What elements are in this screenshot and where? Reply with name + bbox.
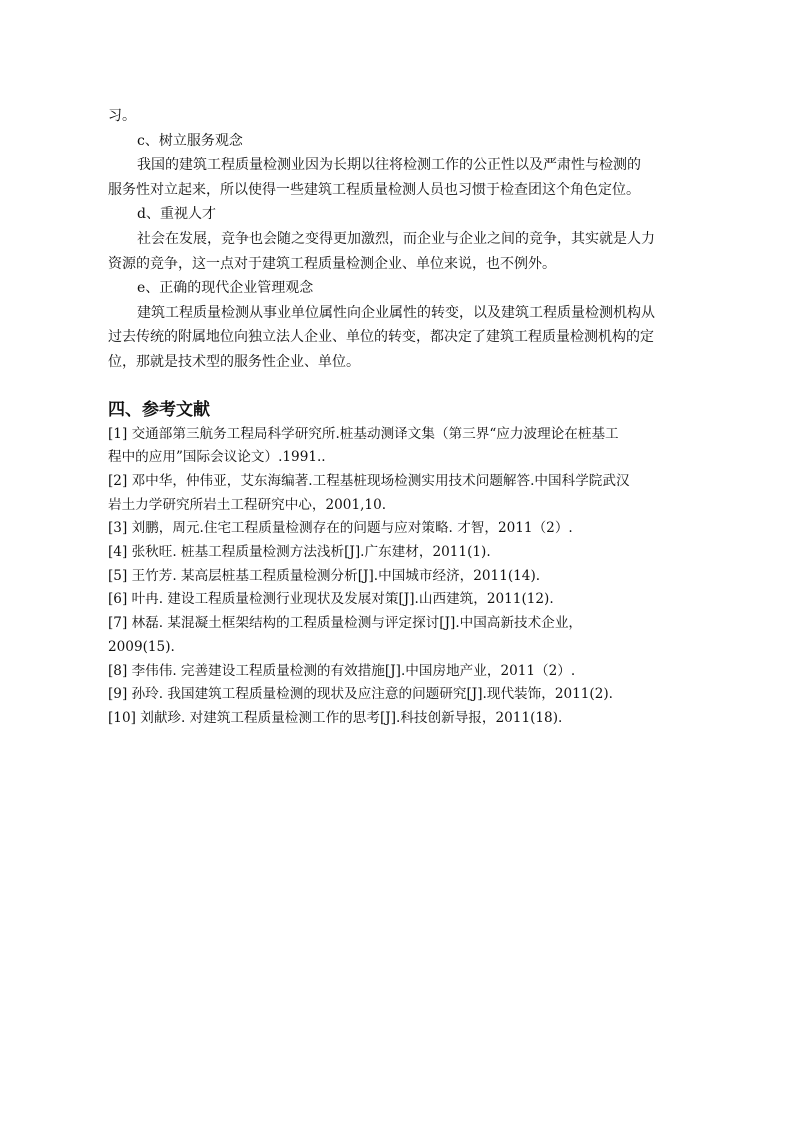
paragraph-d-line-2: 资源的竞争，这一点对于建筑工程质量检测企业、单位来说，也不例外。 bbox=[108, 255, 556, 272]
reference-10: [10] 刘献珍. 对建筑工程质量检测工作的思考[J].科技创新导报，2011(18). bbox=[108, 709, 563, 726]
paragraph-e-line-3: 位，那就是技术型的服务性企业、单位。 bbox=[108, 353, 360, 370]
reference-1-line-1: [1] 交通部第三航务工程局科学研究所.桩基动测译文集（第三界“应力波理论在桩基工 bbox=[108, 425, 619, 442]
reference-9: [9] 孙玲. 我国建筑工程质量检测的现状及应注意的问题研究[J].现代装饰，2011(2). bbox=[108, 686, 613, 703]
subheading-c: c、树立服务观念 bbox=[137, 132, 243, 149]
reference-2-line-2: 岩土力学研究所岩土工程研究中心，2001,10. bbox=[108, 496, 387, 513]
subheading-d: d、重视人才 bbox=[137, 206, 216, 223]
paragraph-e-line-2: 过去传统的附属地位向独立法人企业、单位的转变，都决定了建筑工程质量检测机构的定 bbox=[108, 329, 654, 346]
reference-4: [4] 张秋旺. 桩基工程质量检测方法浅析[J].广东建材，2011(1). bbox=[108, 544, 491, 561]
document-page bbox=[108, 104, 723, 731]
paragraph-c-line-1: 我国的建筑工程质量检测业因为长期以往将检测工作的公正性以及严肃性与检测的 bbox=[137, 157, 641, 174]
reference-2-line-1: [2] 邓中华，仲伟亚，艾东海编著.工程基桩现场检测实用技术问题解答.中国科学院武汉 bbox=[108, 472, 630, 489]
paragraph-c-line-2: 服务性对立起来，所以使得一些建筑工程质量检测人员也习惯于检查团这个角色定位。 bbox=[108, 181, 640, 198]
reference-5: [5] 王竹芳. 某高层桩基工程质量检测分析[J].中国城市经济，2011(14). bbox=[108, 567, 541, 584]
reference-3: [3] 刘鹏，周元.住宅工程质量检测存在的问题与应对策略. 才智，2011（2）. bbox=[108, 520, 573, 537]
paragraph-continuation: 习。 bbox=[108, 108, 136, 124]
reference-6: [6] 叶冉. 建设工程质量检测行业现状及发展对策[J].山西建筑，2011(12). bbox=[108, 591, 554, 608]
references-heading: 四、参考文献 bbox=[108, 399, 210, 420]
reference-1-line-2: 程中的应用”国际会议论文）.1991.. bbox=[108, 449, 326, 466]
reference-8: [8] 李伟伟. 完善建设工程质量检测的有效措施[J].中国房地产业，2011（2）. bbox=[108, 662, 576, 679]
section-spacer bbox=[108, 375, 723, 389]
paragraph-d-line-1: 社会在发展，竞争也会随之变得更加激烈，而企业与企业之间的竞争，其实就是人力 bbox=[137, 230, 655, 247]
subheading-e: e、正确的现代企业管理观念 bbox=[137, 280, 314, 297]
reference-7-line-2: 2009(15). bbox=[108, 638, 175, 655]
paragraph-e-line-1: 建筑工程质量检测从事业单位属性向企业属性的转变，以及建筑工程质量检测机构从 bbox=[137, 304, 655, 321]
reference-7-line-1: [7] 林磊. 某混凝土框架结构的工程质量检测与评定探讨[J].中国高新技术企业， bbox=[108, 615, 582, 632]
